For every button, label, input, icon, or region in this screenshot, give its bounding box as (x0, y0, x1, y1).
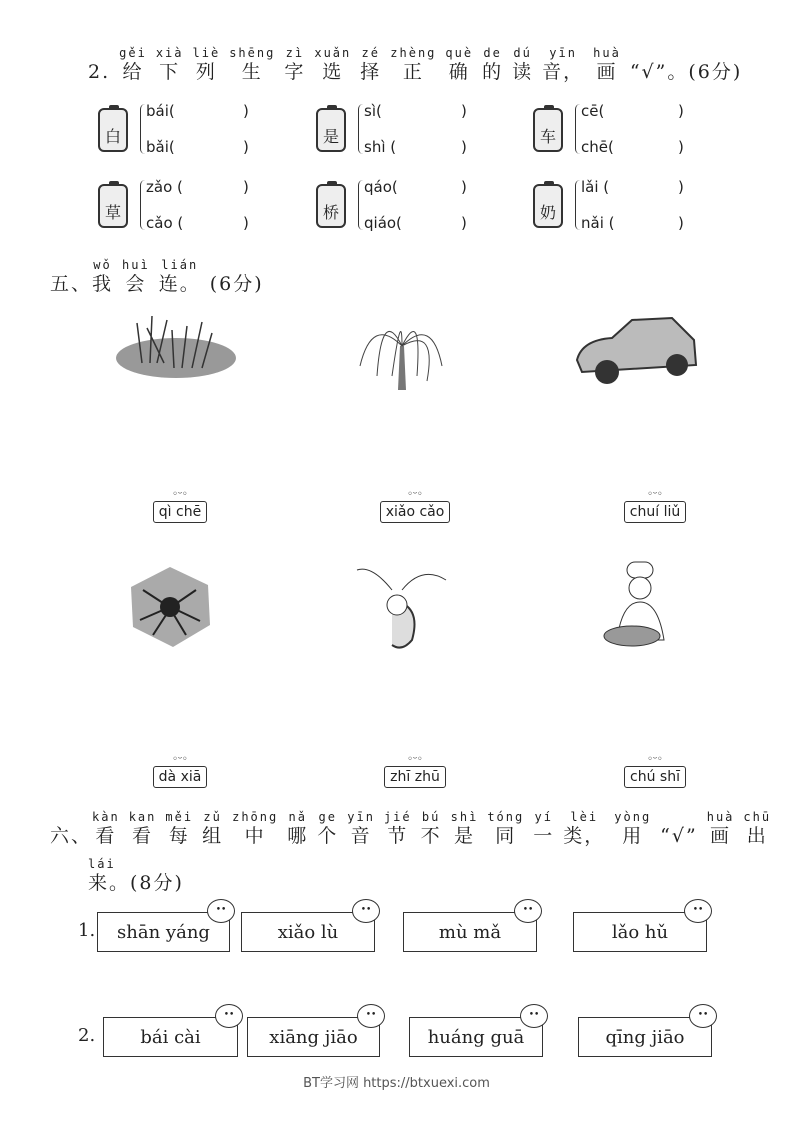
hanzi: 音， (542, 61, 585, 83)
pinyin: dú (513, 46, 532, 60)
pinyin (660, 810, 698, 825)
syllable-box[interactable] (403, 905, 537, 952)
q2-title (88, 46, 751, 83)
pinyin-character (232, 810, 278, 847)
hanzi: 连。 (158, 273, 201, 295)
pinyin-character (317, 810, 338, 847)
character-card (316, 184, 346, 228)
pig-icon: •• (352, 899, 380, 923)
option-b[interactable]: chē( (581, 138, 614, 156)
s5-score: (6分) (209, 273, 264, 295)
pinyin: shì (450, 810, 479, 824)
hanzi: 来。(8分) (88, 872, 184, 894)
pinyin: zé (361, 46, 380, 60)
hanzi: 的 (482, 61, 504, 83)
hanzi: 中 (244, 825, 266, 847)
hanzi: 我 (92, 273, 114, 295)
pig-icon: •• (520, 1004, 548, 1028)
hanzi: 个 (317, 825, 339, 847)
brace (575, 180, 580, 230)
pinyin-character (360, 46, 381, 83)
option-a[interactable]: qáo( (364, 178, 398, 196)
pinyin: huà (706, 810, 735, 824)
row-number: 1. (78, 920, 96, 941)
pinyin-character (159, 258, 201, 295)
pinyin-label-card[interactable]: ◦ᵕ◦ zhī zhū (365, 747, 465, 785)
option-b[interactable]: cǎo ( (146, 214, 184, 232)
character-card (98, 184, 128, 228)
pinyin: ge (318, 810, 337, 824)
character-card (98, 108, 128, 152)
pinyin-character (390, 46, 436, 83)
pinyin: bú (421, 810, 441, 824)
pinyin: zì (285, 46, 305, 60)
pinyin-character (284, 46, 305, 83)
pig-icon: •• (357, 1004, 385, 1028)
option-b-close: ) (461, 138, 467, 156)
option-a[interactable]: zǎo ( (146, 178, 183, 196)
hanzi: 同 (495, 825, 517, 847)
pinyin-character (229, 46, 275, 83)
syllable-text: huáng guā (427, 1026, 525, 1048)
pig-icon: •• (514, 899, 542, 923)
pinyin-label-card[interactable]: ◦ᵕ◦ chú shī (605, 747, 705, 785)
hanzi: 生 (241, 61, 263, 83)
pinyin: xuǎn (314, 46, 352, 60)
syllable-text: mù mǎ (438, 921, 502, 943)
pinyin-label: qì chē (153, 501, 207, 523)
pinyin-label-card[interactable]: ◦ᵕ◦ dà xiā (130, 747, 230, 785)
pinyin-character (421, 810, 442, 847)
pinyin: yí (534, 810, 553, 824)
hanzi: 不 (420, 825, 442, 847)
pinyin: huì (122, 258, 150, 272)
willow-tree-picture (352, 306, 448, 392)
s6-title-line2 (88, 857, 193, 894)
pinyin-label-card[interactable]: ◦ᵕ◦ qì chē (130, 482, 230, 520)
pinyin-character (156, 46, 184, 83)
hanzi: 用 (622, 825, 644, 847)
syllable-box[interactable] (103, 1010, 238, 1057)
pinyin: kan (128, 810, 157, 824)
hanzi: 画 (710, 825, 732, 847)
pinyin: de (483, 46, 502, 60)
character-card (316, 108, 346, 152)
pinyin-character (743, 810, 771, 847)
hanzi: 每 (168, 825, 190, 847)
pinyin: wǒ (93, 258, 112, 272)
pinyin: gěi (119, 46, 147, 60)
pinyin-character (563, 810, 605, 847)
brace (358, 180, 363, 230)
syllable-box[interactable] (573, 905, 707, 952)
syllable-text: bái cài (140, 1026, 201, 1048)
option-b-close: ) (461, 214, 467, 232)
option-b-close: ) (243, 138, 249, 156)
pinyin-character (660, 810, 698, 847)
pinyin-label: dà xiā (153, 766, 208, 788)
brace (140, 180, 145, 230)
pinyin-label: zhī zhū (384, 766, 446, 788)
option-a[interactable]: lǎi ( (581, 178, 610, 196)
pinyin-character (129, 810, 157, 847)
hanzi: “√” (660, 825, 698, 847)
option-b-close: ) (678, 138, 684, 156)
pinyin-character (533, 810, 554, 847)
syllable-text: xiǎo lù (277, 921, 339, 943)
pinyin-character (487, 810, 524, 847)
option-b[interactable]: qiáo( (364, 214, 402, 232)
hanzi: 正 (402, 61, 424, 83)
syllable-box[interactable] (247, 1010, 380, 1057)
option-b-close: ) (678, 214, 684, 232)
hanzi: 选 (322, 61, 344, 83)
hanzi: 择 (360, 61, 382, 83)
pinyin-character (119, 46, 147, 83)
spider-picture (128, 565, 212, 649)
chef-picture (592, 560, 684, 656)
hanzi: 会 (125, 273, 147, 295)
character: 奶 (539, 203, 556, 222)
brace (358, 104, 363, 154)
pinyin-character (482, 46, 503, 83)
pinyin-character (92, 258, 113, 295)
pinyin-character (384, 810, 412, 847)
pinyin-character (193, 46, 221, 83)
hanzi: 读 (512, 61, 534, 83)
hanzi: 看 (95, 825, 117, 847)
pinyin: jié (383, 810, 412, 824)
pinyin-character (593, 46, 621, 83)
pinyin-character (347, 810, 375, 847)
syllable-box[interactable] (97, 905, 230, 952)
character: 是 (322, 127, 339, 146)
pinyin: chū (743, 810, 772, 824)
hanzi: 组 (202, 825, 224, 847)
q2-number: 2. (88, 61, 111, 83)
pinyin: nǎ (288, 810, 307, 824)
syllable-text: qīng jiāo (605, 1026, 685, 1048)
option-b-close: ) (243, 214, 249, 232)
hanzi: 一 (533, 825, 555, 847)
syllable-text: shān yáng (117, 921, 210, 943)
option-a-close: ) (461, 102, 467, 120)
pinyin-character (287, 810, 308, 847)
pinyin-character (165, 810, 193, 847)
pinyin-label: xiǎo cǎo (380, 501, 451, 523)
pinyin-label: chuí liǔ (624, 501, 686, 523)
pinyin: shēng (229, 46, 276, 60)
hanzi: 下 (159, 61, 181, 83)
pinyin: yīn (549, 46, 577, 60)
s6-number: 六、 (50, 825, 93, 847)
brace (575, 104, 580, 154)
syllable-box[interactable] (578, 1010, 712, 1057)
hanzi: 给 (122, 61, 144, 83)
pinyin-character (445, 46, 473, 83)
character: 草 (104, 203, 121, 222)
pinyin: lèi (570, 810, 599, 824)
car-picture (572, 310, 700, 390)
pinyin: měi (165, 810, 194, 824)
grass-picture (112, 308, 240, 388)
hanzi: 列 (195, 61, 217, 83)
footer-watermark: BT学习网 https://btxuexi.com (303, 1076, 490, 1091)
option-a-close: ) (461, 178, 467, 196)
hanzi: 音 (350, 825, 372, 847)
hanzi: 是 (453, 825, 475, 847)
option-a[interactable]: bái( (146, 102, 175, 120)
hanzi: 出 (746, 825, 768, 847)
character: 桥 (322, 203, 339, 222)
brace (140, 104, 145, 154)
character-card (533, 108, 563, 152)
option-a-close: ) (678, 102, 684, 120)
syllable-box[interactable] (241, 905, 375, 952)
hanzi: 类， (563, 825, 606, 847)
pinyin-label-card[interactable]: ◦ᵕ◦ chuí liǔ (605, 482, 705, 520)
shrimp-picture (352, 560, 448, 656)
pig-icon: •• (689, 1004, 717, 1028)
pig-icon: •• (207, 899, 235, 923)
option-a[interactable]: cē( (581, 102, 605, 120)
pinyin-character (614, 810, 651, 847)
pinyin-character (707, 810, 735, 847)
option-a[interactable]: sì( (364, 102, 382, 120)
hanzi: 画 (596, 61, 618, 83)
pinyin-label: chú shī (624, 766, 686, 788)
pinyin: huà (593, 46, 621, 60)
pinyin-character (542, 46, 584, 83)
s6-title (50, 810, 780, 847)
pinyin-character (202, 810, 223, 847)
pinyin: què (445, 46, 474, 60)
s5-title (50, 258, 273, 295)
option-a-close: ) (678, 178, 684, 196)
row-number: 2. (78, 1025, 96, 1046)
pinyin: lián (161, 258, 199, 272)
character: 白 (104, 127, 121, 146)
pinyin: liè (192, 46, 221, 60)
pinyin: yòng (614, 810, 652, 824)
pinyin: zǔ (203, 810, 222, 824)
character: 车 (539, 127, 556, 146)
pinyin-character (512, 46, 533, 83)
pinyin-character (451, 810, 479, 847)
pinyin: yīn (347, 810, 375, 824)
syllable-text: xiāng jiāo (269, 1026, 358, 1048)
hanzi: 看 (132, 825, 154, 847)
option-b[interactable]: shì ( (364, 138, 397, 156)
hanzi: 哪 (287, 825, 309, 847)
pinyin: xià (155, 46, 184, 60)
syllable-box[interactable] (409, 1010, 543, 1057)
pinyin: kàn (92, 810, 120, 824)
pinyin: zhōng (232, 810, 279, 824)
hanzi: 节 (387, 825, 409, 847)
q2-score: “√”。(6分) (629, 61, 743, 83)
pig-icon: •• (215, 1004, 243, 1028)
pinyin: tóng (487, 810, 525, 824)
hanzi: 确 (448, 61, 470, 83)
option-b[interactable]: nǎi ( (581, 214, 615, 232)
option-b[interactable]: bǎi( (146, 138, 175, 156)
option-a-close: ) (243, 178, 249, 196)
pinyin-character (314, 46, 351, 83)
pinyin: lái (88, 857, 116, 871)
pinyin-label-card[interactable]: ◦ᵕ◦ xiǎo cǎo (365, 482, 465, 520)
pinyin-character (122, 258, 150, 295)
pig-icon: •• (684, 899, 712, 923)
syllable-text: lǎo hǔ (611, 921, 669, 943)
character-card (533, 184, 563, 228)
pinyin-character (92, 810, 120, 847)
s5-number: 五、 (50, 273, 93, 295)
hanzi: 字 (284, 61, 306, 83)
pinyin: zhèng (390, 46, 437, 60)
option-a-close: ) (243, 102, 249, 120)
